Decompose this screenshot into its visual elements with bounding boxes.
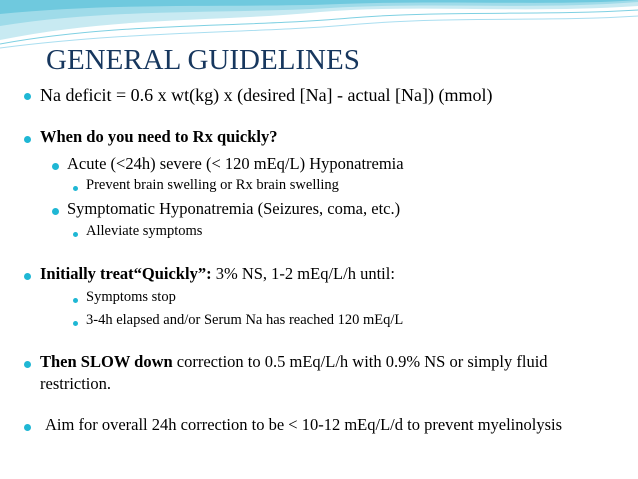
prevent-text: Prevent brain swelling or Rx brain swelling bbox=[86, 177, 339, 193]
bullet-icon bbox=[73, 321, 78, 326]
slide-title: GENERAL GUIDELINES bbox=[46, 44, 360, 76]
bullet-icon bbox=[52, 163, 59, 170]
bullet-icon bbox=[24, 136, 31, 143]
slow-down-text: Then SLOW down correction to 0.5 mEq/L/h with 0.9% NS or simply fluid restriction. bbox=[40, 352, 548, 393]
bullet-icon bbox=[24, 361, 31, 368]
bullet-icon bbox=[52, 208, 59, 215]
bullet-icon bbox=[73, 186, 78, 191]
aim-text: Aim for overall 24h correction to be < 10-12 mEq/L/d to prevent myelinolysis bbox=[45, 415, 563, 434]
when-heading: When do you need to Rx quickly? bbox=[40, 127, 278, 146]
alleviate-text: Alleviate symptoms bbox=[86, 223, 203, 239]
acute-text: Acute (<24h) severe (< 120 mEq/L) Hyponatremia bbox=[67, 154, 404, 173]
bullet-icon bbox=[73, 232, 78, 237]
bullet-icon bbox=[24, 273, 31, 280]
formula-text: Na deficit = 0.6 x wt(kg) x (desired [Na] - actual [Na]) (mmol) bbox=[40, 85, 493, 105]
symptomatic-text: Symptomatic Hyponatremia (Seizures, coma, etc.) bbox=[67, 199, 401, 218]
bullet-icon bbox=[73, 298, 78, 303]
symptoms-stop-text: Symptoms stop bbox=[86, 289, 176, 305]
initial-treat-text: Initially treat“Quickly”: 3% NS, 1-2 mEq/L/h until: bbox=[40, 264, 395, 283]
bullet-icon bbox=[24, 424, 31, 431]
elapsed-text: 3-4h elapsed and/or Serum Na has reached 120 mEq/L bbox=[86, 312, 404, 328]
bullet-icon bbox=[24, 93, 31, 100]
